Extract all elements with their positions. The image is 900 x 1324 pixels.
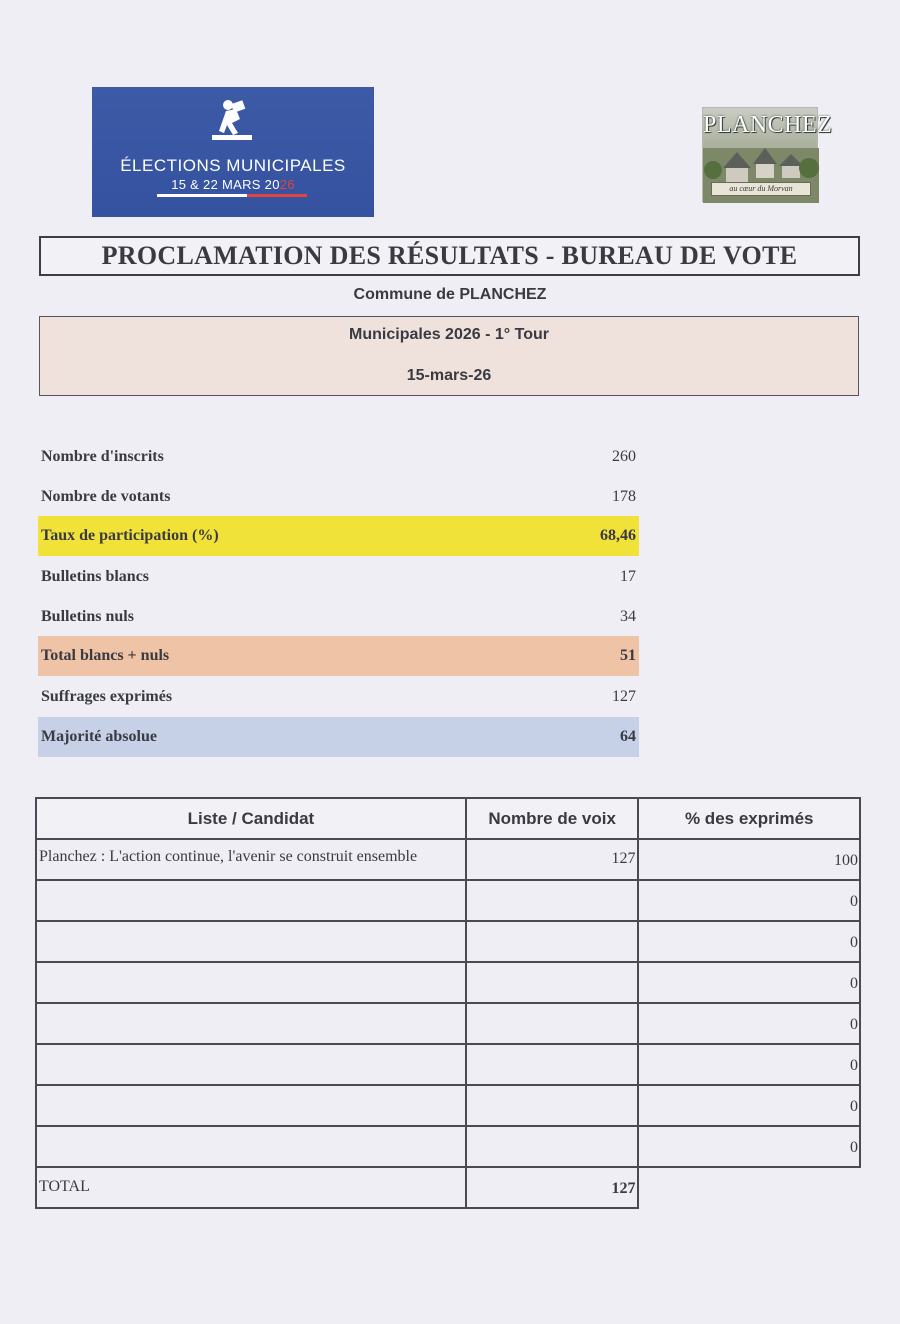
cell-candidate [36, 880, 466, 921]
stat-row-majorite [38, 717, 639, 757]
total-votes: 127 [466, 1167, 639, 1208]
cell-candidate: Planchez : L'action continue, l'avenir se construit ensemble [36, 839, 466, 880]
stat-value: 127 [612, 688, 636, 705]
stat-row-nuls [38, 597, 639, 637]
stat-label: Suffrages exprimés [41, 688, 173, 705]
election-date: 15-mars-26 [406, 367, 492, 384]
stat-label: Nombre de votants [41, 488, 171, 505]
stat-label: Total blancs + nuls [41, 647, 170, 664]
logo-tagline: au cœur du Morvan [711, 182, 811, 196]
cell-percent: 0 [638, 880, 860, 921]
stat-value: 64 [620, 728, 636, 745]
cell-percent: 0 [638, 1044, 860, 1085]
table-row [36, 1003, 860, 1044]
elections-banner [92, 87, 374, 217]
cell-candidate [36, 1044, 466, 1085]
election-name: Municipales 2026 - 1° Tour [349, 326, 549, 343]
cell-percent: 0 [638, 1126, 860, 1167]
stat-label: Bulletins blancs [41, 568, 150, 585]
table-header-row [36, 798, 860, 839]
election-info-box [39, 316, 859, 396]
stat-value: 17 [620, 568, 636, 585]
stat-value: 51 [620, 647, 636, 664]
cell-candidate [36, 1085, 466, 1126]
table-row [36, 1085, 860, 1126]
table-row [36, 1044, 860, 1085]
table-row [36, 962, 860, 1003]
tricolor-stripe [157, 194, 307, 197]
cell-candidate [36, 962, 466, 1003]
cell-votes [466, 880, 639, 921]
cell-votes [466, 1044, 639, 1085]
stat-row-votants [38, 477, 639, 517]
cell-votes [466, 1003, 639, 1044]
stat-value: 68,46 [600, 527, 636, 544]
header-candidate: Liste / Candidat [36, 798, 466, 839]
total-label: TOTAL [36, 1167, 466, 1208]
cell-candidate [36, 1126, 466, 1167]
ballot-box-voter-icon [202, 97, 262, 152]
banner-dates-main: 15 & 22 MARS 20 [171, 177, 280, 192]
table-total-row [36, 1167, 860, 1208]
commune-logo [702, 107, 833, 202]
results-table [35, 797, 861, 1209]
cell-votes [466, 962, 639, 1003]
cell-votes [466, 1126, 639, 1167]
logo-name: PLANCHEZ [703, 112, 833, 138]
stat-value: 34 [620, 608, 636, 625]
header-percent: % des exprimés [638, 798, 860, 839]
stat-row-participation [38, 516, 639, 556]
banner-title: ÉLECTIONS MUNICIPALES [120, 156, 346, 175]
table-row [36, 839, 860, 880]
stat-row-total-blancs-nuls [38, 636, 639, 676]
stat-row-inscrits [38, 437, 639, 477]
stat-label: Bulletins nuls [41, 608, 134, 625]
cell-percent: 0 [638, 962, 860, 1003]
cell-votes [466, 921, 639, 962]
table-row [36, 921, 860, 962]
banner-dates [92, 177, 374, 192]
table-row [36, 880, 860, 921]
stat-value: 178 [612, 488, 636, 505]
cell-votes [466, 1085, 639, 1126]
cell-candidate [36, 921, 466, 962]
cell-percent: 0 [638, 1003, 860, 1044]
cell-candidate [36, 1003, 466, 1044]
stat-label: Taux de participation (%) [41, 527, 219, 544]
cell-percent: 0 [638, 1085, 860, 1126]
cell-votes: 127 [466, 839, 639, 880]
stat-label: Majorité absolue [41, 728, 157, 745]
stat-value: 260 [612, 448, 636, 465]
stat-label: Nombre d'inscrits [41, 448, 164, 465]
cell-percent: 100 [638, 839, 860, 880]
total-empty-cell [638, 1167, 860, 1208]
header-votes: Nombre de voix [466, 798, 639, 839]
page-title: PROCLAMATION DES RÉSULTATS - BUREAU DE VOTE [39, 236, 860, 276]
table-row [36, 1126, 860, 1167]
cell-percent: 0 [638, 921, 860, 962]
stat-row-blancs [38, 557, 639, 597]
banner-dates-accent: 26 [279, 177, 295, 192]
stat-row-exprimes [38, 677, 639, 717]
commune-name: Commune de PLANCHEZ [353, 286, 547, 303]
